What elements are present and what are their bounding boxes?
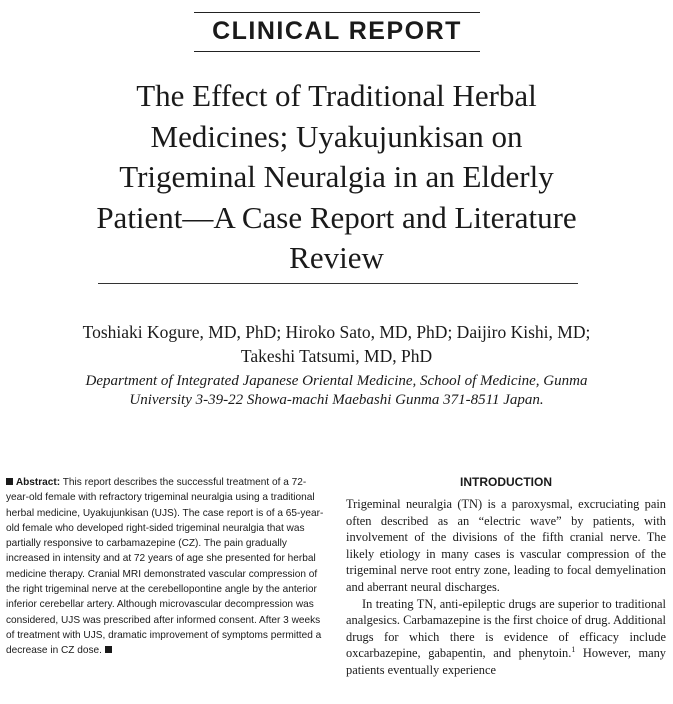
section-label: CLINICAL REPORT — [194, 12, 480, 52]
paragraph-text: However, many patients eventually experience — [346, 646, 666, 677]
paragraph-text: In treating TN, anti-epileptic drugs are superior to traditional analgesics. Carbamazepine is the first choice of drug. Additional drugs for which there is evidence of efficacy include oxcarbazepine, gabapentin, and phenytoin. — [346, 596, 666, 661]
introduction-body — [346, 496, 666, 679]
affiliation — [20, 372, 653, 410]
abstract-block — [6, 475, 328, 659]
bullet-square-icon — [6, 478, 13, 485]
abstract-text: This report describes the successful treatment of a 72-year-old female with refractory trigeminal neuralgia using a traditional herbal medicine, Uyakujunkisan (UJS). The case report is of a 65-year-old female who developed right-sided trigeminal neuralgia that was partially responsive to carbamazepine (CZ). The pain gradually increased in intensity and at 72 years of age she presented for herbal medicine therapy. Cranial MRI demonstrated vascular compression of the right trigeminal nerve at the cerebellopontine angle by the anterior inferior cerebellar artery. Although microvascular decompression was considered, UJS was prescribed after informed consent. After 3 weeks of treatment with UJS, dramatic improvement of symptoms permitted a decrease in CZ dose. — [6, 477, 324, 657]
paragraph — [346, 596, 666, 679]
paragraph: Trigeminal neuralgia (TN) is a paroxysmal, excruciating pain often described as an “electric wave” by patients, with involvement of the divisions of the fifth cranial nerve. The likely etiology in many cases is vascular compression of the trigeminal nerve root entry zone, leading to focal demyelination and aberrant neural discharges. — [346, 497, 666, 594]
end-square-icon — [105, 646, 112, 653]
section-heading: INTRODUCTION — [460, 475, 552, 489]
author-list — [20, 320, 653, 368]
citation-ref[interactable]: 1 — [571, 645, 576, 655]
author-line: Takeshi Tatsumi, MD, PhD — [240, 346, 433, 366]
abstract-label: Abstract: — [15, 477, 61, 488]
title-divider — [98, 283, 578, 284]
article-title: The Effect of Traditional Herbal Medicines; Uyakujunkisan on Trigeminal Neuralgia in an Elderly Patient—A Case Report and Literature Review — [96, 78, 577, 275]
author-line: Toshiaki Kogure, MD, PhD; Hiroko Sato, MD, PhD; Daijiro Kishi, MD; — [82, 322, 591, 342]
affiliation-line: University 3-39-22 Showa-machi Maebashi Gunma 371-8511 Japan. — [129, 392, 544, 408]
affiliation-line: Department of Integrated Japanese Oriental Medicine, School of Medicine, Gunma — [85, 373, 588, 389]
